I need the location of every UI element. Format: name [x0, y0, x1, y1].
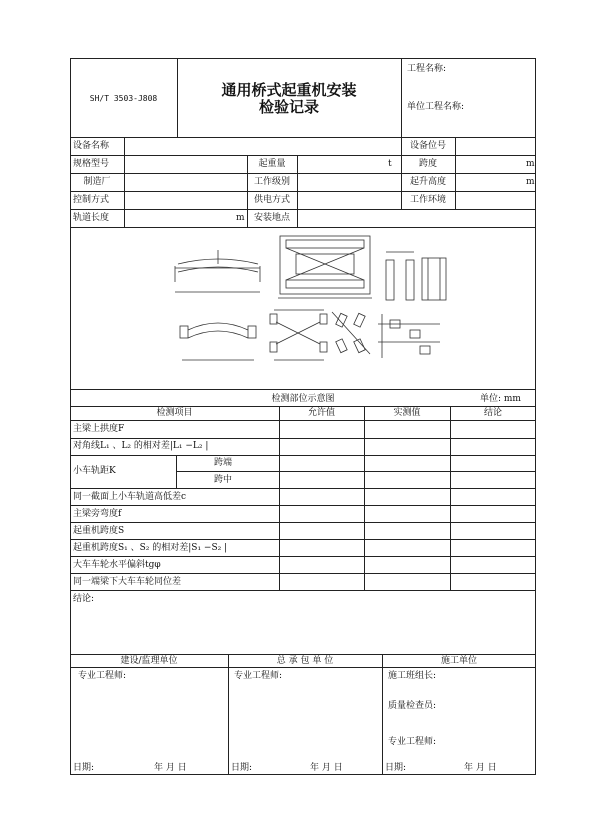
lifting-height-unit: m [526, 177, 535, 187]
col-header-allowed: 允许值 [307, 408, 335, 418]
lifting-weight-label: 起重量 [258, 159, 286, 169]
row-trolley-gauge: 小车轨距K [73, 466, 116, 476]
row-crane-span: 起重机跨度S [73, 526, 125, 536]
form-title-line1: 通用桥式起重机安装 [221, 81, 357, 99]
conclusion-label: 结论: [73, 594, 95, 604]
project-name-label: 工程名称: [407, 64, 447, 74]
row-side-bend: 主梁旁弯度f [73, 509, 122, 519]
track-length-label: 轨道长度 [73, 213, 110, 223]
contractor-date-ymd: 年 月 日 [310, 763, 343, 773]
contractor-date-label: 日期: [231, 763, 253, 773]
form-title-line2: 检验记录 [258, 98, 319, 116]
row-rail-height-diff: 同一截面上小车轨道高低差c [73, 492, 187, 502]
row-wheel-offset: 同一端梁下大车车轮同位差 [73, 577, 182, 587]
crane-inspection-diagram [170, 230, 450, 390]
row-wheel-skew: 大车车轮水平偏斜tgφ [73, 560, 161, 570]
power-supply-label: 供电方式 [253, 195, 290, 205]
diagram-unit: 单位: mm [480, 394, 521, 404]
control-mode-label: 控制方式 [73, 195, 110, 205]
sign-col-contractor-header: 总 承 包 单 位 [276, 656, 334, 666]
sign-col-owner-header: 建设/监理单位 [120, 656, 178, 666]
span-unit: m [526, 159, 535, 169]
col-header-item: 检测项目 [156, 408, 193, 418]
form-code: SH/T 3503-J808 [89, 94, 158, 103]
lifting-weight-unit: t [388, 159, 392, 169]
row-span-diff: 起重机跨度S₁ 、S₂ 的相对差|S₁ −S₂ | [73, 543, 228, 553]
sign-col-builder-header: 施工单位 [440, 656, 477, 666]
owner-engineer-label: 专业工程师: [78, 671, 127, 681]
unit-project-label: 单位工程名称: [407, 102, 465, 112]
row-trolley-gauge-middle: 跨中 [214, 475, 233, 485]
builder-engineer-label: 专业工程师: [388, 737, 437, 747]
builder-date-label: 日期: [385, 763, 407, 773]
row-trolley-gauge-ends: 跨端 [214, 458, 233, 468]
spec-model-label: 规格型号 [73, 159, 110, 169]
manufacturer-label: 制造厂 [83, 177, 111, 187]
work-class-label: 工作级别 [253, 177, 290, 187]
span-label: 跨度 [418, 159, 437, 169]
builder-date-ymd: 年 月 日 [464, 763, 497, 773]
owner-date-ymd: 年 月 日 [154, 763, 187, 773]
track-length-unit: m [236, 213, 245, 223]
diagram-caption: 检测部位示意图 [271, 394, 335, 404]
work-env-label: 工作环境 [409, 195, 446, 205]
col-header-conclusion: 结论 [483, 408, 502, 418]
equipment-position-label: 设备位号 [409, 141, 446, 151]
qc-inspector-label: 质量检查员: [388, 701, 437, 711]
contractor-engineer-label: 专业工程师: [234, 671, 283, 681]
inspection-record-form [70, 58, 536, 775]
col-header-measured: 实测值 [393, 408, 421, 418]
row-diagonal-diff: 对角线L₁ 、L₂ 的相对差|L₁ −L₂ | [73, 441, 209, 451]
owner-date-label: 日期: [73, 763, 95, 773]
equipment-name-label: 设备名称 [73, 141, 110, 151]
install-location-label: 安装地点 [253, 213, 290, 223]
lifting-height-label: 起升高度 [409, 177, 446, 187]
row-camber: 主梁上拱度F [73, 424, 125, 434]
team-leader-label: 施工班组长: [388, 671, 437, 681]
